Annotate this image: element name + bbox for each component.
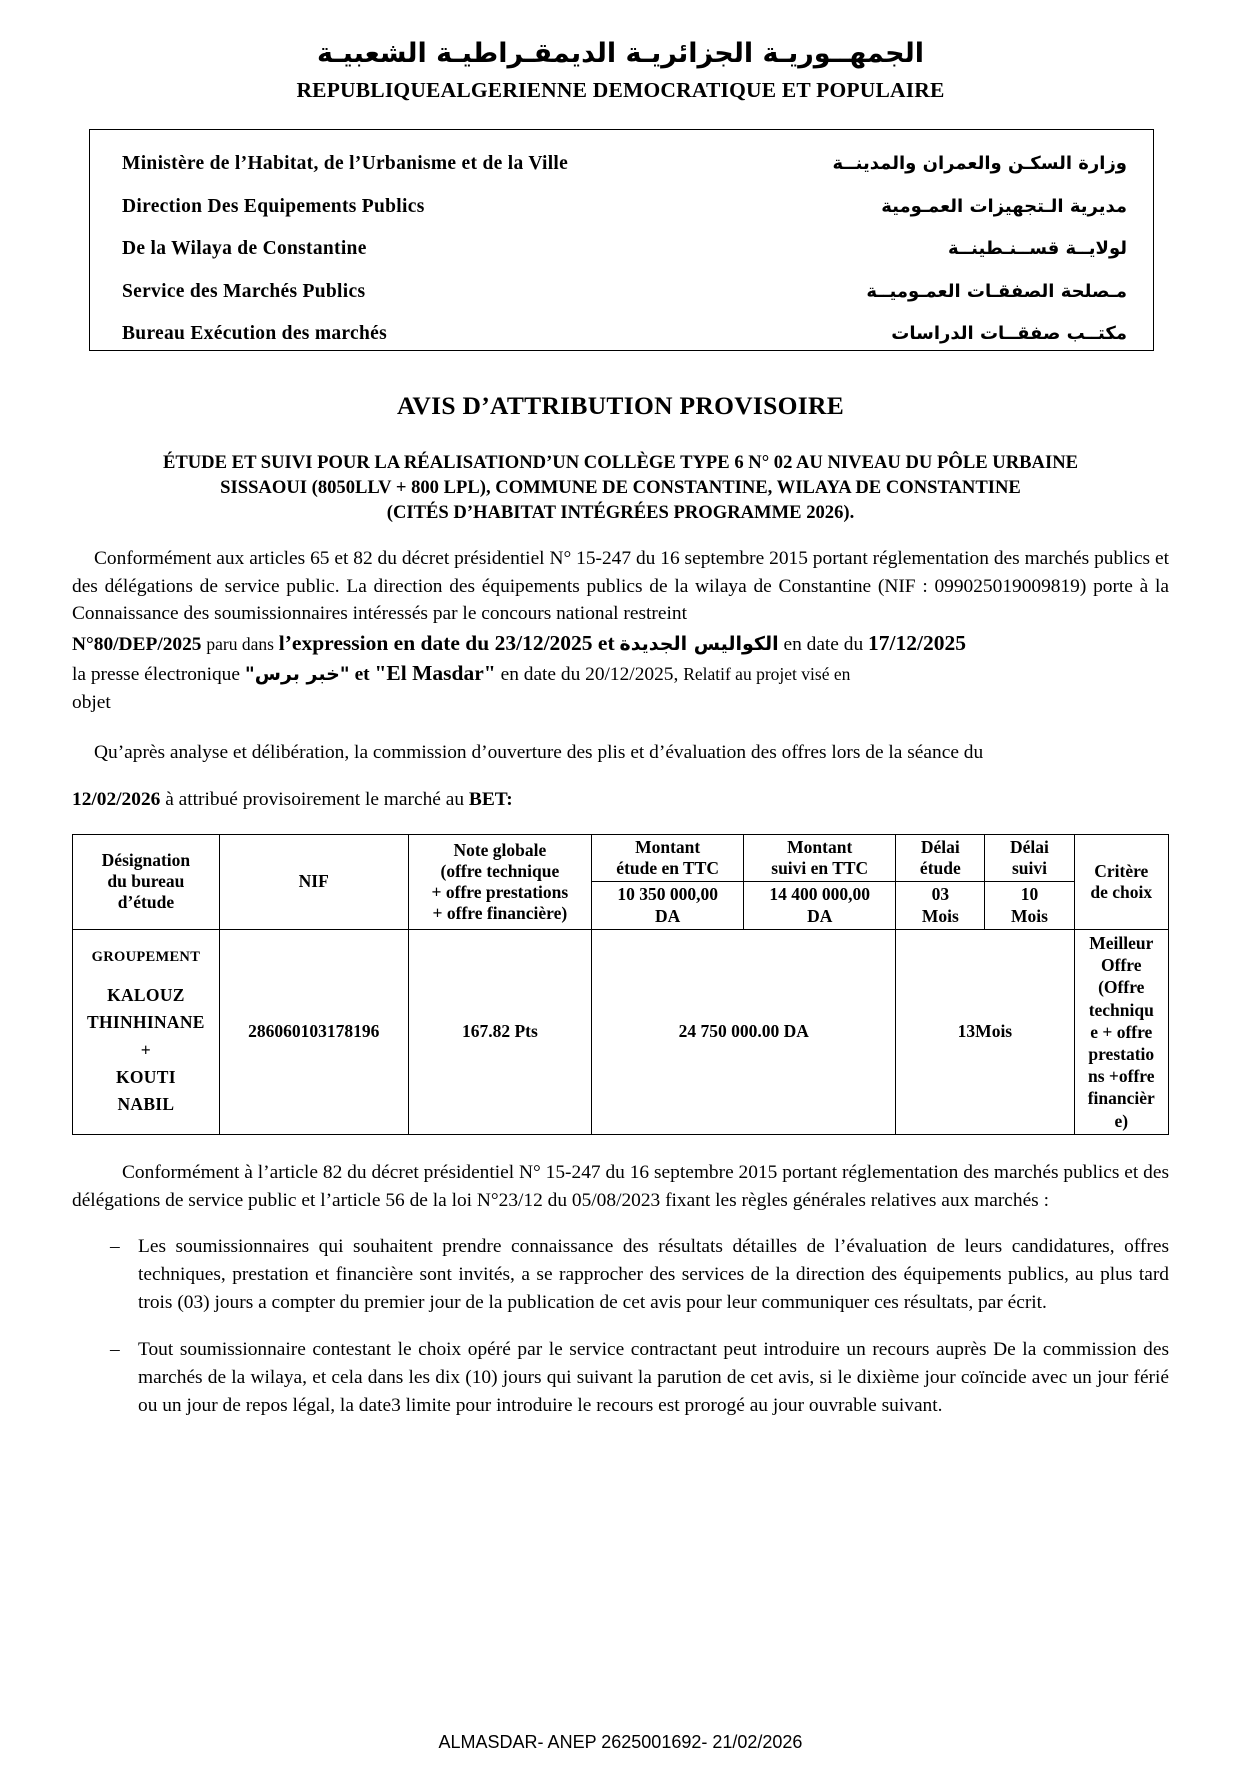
header-delai-etude-line: étude bbox=[919, 857, 961, 878]
header-delai-etude bbox=[896, 834, 985, 882]
header-designation-line: d’étude bbox=[117, 892, 175, 913]
estimate-montant-etude-value: 10 350 000,00 bbox=[617, 884, 718, 905]
et-label: et bbox=[354, 664, 370, 686]
paru-dans-label: paru dans bbox=[206, 633, 274, 654]
estimate-montant-suivi bbox=[744, 882, 896, 930]
header-note-line: + offre prestations bbox=[431, 881, 569, 902]
critere-line: prestatio bbox=[1088, 1044, 1155, 1065]
estimate-delai-etude-unit: Mois bbox=[921, 905, 959, 926]
header-note-globale bbox=[408, 834, 592, 929]
estimate-delai-etude bbox=[896, 882, 985, 930]
table-row bbox=[73, 929, 1169, 1134]
header-critere-choix bbox=[1074, 834, 1168, 929]
critere-line: (Offre bbox=[1098, 977, 1145, 998]
ministry-label-ar: مديرية الـتجهيزات العمـومية bbox=[881, 195, 1127, 217]
tender-number: N°80/DEP/2025 bbox=[72, 633, 202, 655]
closing-paragraph: Conformément à l’article 82 du décret présidentiel N° 15-247 du 16 septembre 2015 portant réglementation des marchés publics et des délégations de service public et l’article 56 de la loi N°23/12 du 05/08/2023 fixant les règles générales relatives aux marchés : bbox=[72, 1161, 1169, 1212]
header-montant-etude bbox=[592, 834, 744, 882]
ministry-label-ar: لولايــة قســنـطينــة bbox=[947, 238, 1127, 260]
critere-line: Meilleur bbox=[1089, 932, 1154, 953]
en-date-du-label: en date du bbox=[783, 633, 864, 655]
ministry-label-fr: Bureau Exécution des marchés bbox=[122, 323, 387, 345]
estimate-delai-suivi-value: 10 bbox=[1020, 884, 1039, 905]
group-name-line: NABIL bbox=[117, 1093, 175, 1114]
cell-montant-total: 24 750 000.00 DA bbox=[592, 929, 896, 1134]
ministry-row bbox=[122, 153, 1127, 175]
en-date-du-label-2: en date du bbox=[500, 664, 581, 686]
header-montant-etude-line: Montant bbox=[635, 836, 701, 857]
critere-line: ns +offre bbox=[1088, 1066, 1155, 1087]
header-delai-suivi-line: Délai bbox=[1010, 836, 1049, 857]
presse-name-ar: "خبر برس" bbox=[244, 663, 350, 686]
commission-text: Qu’après analyse et délibération, la commission d’ouverture des plis et d’évaluation des offres lors de la séance du bbox=[94, 741, 984, 763]
header-note-line: (offre technique bbox=[440, 860, 560, 881]
closing-bullet-list bbox=[72, 1233, 1169, 1420]
critere-line: financièr bbox=[1087, 1088, 1155, 1109]
publication-date-2: 20/12/2025, bbox=[585, 664, 679, 686]
critere-line: e + offre bbox=[1090, 1021, 1153, 1042]
cell-delai-total: 13Mois bbox=[896, 929, 1074, 1134]
header-montant-suivi-line: Montant bbox=[787, 836, 853, 857]
document-page bbox=[0, 36, 1241, 1791]
presse-name-2: "El Masdar" bbox=[374, 661, 496, 686]
ministry-row bbox=[122, 196, 1127, 218]
group-name-line: THINHINANE bbox=[87, 1012, 205, 1033]
table-header-row bbox=[73, 834, 1169, 882]
ministry-label-ar: مكتــب صفقــات الدراسات bbox=[891, 323, 1127, 345]
intro-text: Conformément aux articles 65 et 82 du décret présidentiel N° 15-247 du 16 septembre 2015 portant réglementation des marchés publics et des délégations de service public. La direction des équipements publics de la wilaya de Constantine (NIF : 099025019009819) porte à la Connaissance des soumissionnaires intéressés par le concours national restreint bbox=[72, 548, 1169, 625]
ministry-label-fr: Service des Marchés Publics bbox=[122, 280, 366, 302]
estimate-montant-suivi-value: 14 400 000,00 bbox=[769, 884, 871, 905]
list-item: – Les soumissionnaires qui souhaitent prendre connaissance des résultats détailles de l’évaluation de leurs candidatures, offres techniques, prestation et financière sont invités, a se rapprocher des services de la direction des équipements publics, au plus tard trois (03) jours a compter du premier jour de la publication de cet avis pour leur communiquer ces résultats, par écrit. bbox=[72, 1233, 1169, 1317]
cell-designation bbox=[73, 929, 220, 1134]
critere-line: techniqu bbox=[1088, 999, 1154, 1020]
newspaper-name-fr: l’expression en date du 23/12/2025 et bbox=[278, 630, 615, 655]
header-delai-etude-line: Délai bbox=[920, 836, 960, 857]
header-montant-suivi-line: suivi en TTC bbox=[771, 857, 869, 878]
project-description-line: ÉTUDE ET SUIVI POUR LA RÉALISATIOND’UN COLLÈGE TYPE 6 N° 02 AU NIVEAU DU PÔLE URBAINE bbox=[162, 452, 1079, 474]
ministry-label-fr: Ministère de l’Habitat, de l’Urbanisme et de la Ville bbox=[122, 153, 569, 175]
cell-note-globale: 167.82 Pts bbox=[408, 929, 592, 1134]
critere-line: e) bbox=[1114, 1110, 1129, 1131]
bet-label: BET: bbox=[468, 789, 513, 811]
commission-paragraph bbox=[72, 739, 1169, 815]
estimate-delai-suivi bbox=[985, 882, 1074, 930]
header-designation-line: du bureau bbox=[107, 871, 185, 892]
header-designation bbox=[73, 834, 220, 929]
header-designation-line: Désignation bbox=[101, 850, 191, 871]
estimate-montant-suivi-currency: DA bbox=[807, 905, 833, 926]
ministry-row bbox=[122, 281, 1127, 303]
project-description bbox=[72, 451, 1169, 525]
ministry-header-box bbox=[89, 129, 1154, 351]
group-name-line: KOUTI bbox=[115, 1066, 176, 1087]
arabic-republic-title: الجمهــوريـة الجزائريـة الديمقـراطيـة الشعبيـة bbox=[317, 38, 924, 69]
tender-reference-line bbox=[72, 628, 1169, 659]
project-description-line: SISSAOUI (8050LLV + 800 LPL), COMMUNE DE CONSTANTINE, WILAYA DE CONSTANTINE bbox=[220, 476, 1021, 498]
estimate-delai-etude-value: 03 bbox=[931, 884, 950, 905]
commission-date: 12/02/2026 bbox=[72, 789, 161, 811]
ministry-row bbox=[122, 238, 1127, 260]
closing-section bbox=[72, 1159, 1169, 1420]
ministry-row bbox=[122, 323, 1127, 345]
ministry-label-ar: مـصلحة الصفقـات العمـوميــة bbox=[866, 280, 1127, 302]
group-name-line: + bbox=[140, 1039, 152, 1060]
relatif-label: Relatif au projet visé en bbox=[683, 664, 851, 685]
group-name-line: KALOUZ bbox=[107, 985, 185, 1006]
estimate-montant-etude-currency: DA bbox=[655, 905, 681, 926]
ministry-label-ar: وزارة السكـن والعمران والمدينــة bbox=[832, 153, 1127, 175]
cell-critere-choix bbox=[1074, 929, 1168, 1134]
cell-nif: 286060103178196 bbox=[219, 929, 408, 1134]
electronic-press-line bbox=[72, 658, 1169, 689]
newspaper-name-ar: الكواليس الجديدة bbox=[619, 632, 779, 655]
ministry-label-fr: Direction Des Equipements Publics bbox=[122, 195, 425, 217]
estimate-montant-etude bbox=[592, 882, 744, 930]
header-montant-suivi bbox=[744, 834, 896, 882]
intro-paragraph bbox=[72, 545, 1169, 716]
header-nif: NIF bbox=[219, 834, 408, 929]
commission-attribution-text: à attribué provisoirement le marché au bbox=[165, 789, 465, 811]
header-note-line: + offre financière) bbox=[432, 902, 568, 923]
publication-date-1: 17/12/2025 bbox=[868, 630, 966, 655]
objet-label: objet bbox=[72, 691, 111, 713]
header-delai-suivi-line: suivi bbox=[1011, 857, 1047, 878]
project-description-line: (CITÉS D’HABITAT INTÉGRÉES PROGRAMME 2026). bbox=[386, 501, 855, 523]
header-critere-line: de choix bbox=[1090, 881, 1153, 902]
critere-line: Offre bbox=[1101, 955, 1142, 976]
header-delai-suivi bbox=[985, 834, 1074, 882]
award-table bbox=[72, 834, 1169, 1135]
header-montant-etude-line: étude en TTC bbox=[616, 857, 720, 878]
french-republic-title: REPUBLIQUEALGERIENNE DEMOCRATIQUE ET POPULAIRE bbox=[296, 78, 945, 103]
page-title: AVIS D’ATTRIBUTION PROVISOIRE bbox=[396, 391, 845, 421]
estimate-delai-suivi-unit: Mois bbox=[1011, 905, 1048, 926]
header-critere-line: Critère bbox=[1094, 860, 1149, 881]
presse-electronique-label: la presse électronique bbox=[72, 664, 240, 686]
commission-date-line bbox=[72, 786, 1169, 814]
group-name-line: GROUPEMENT bbox=[91, 948, 201, 965]
header-note-line: Note globale bbox=[453, 839, 547, 860]
footer-reference: ALMASDAR- ANEP 2625001692- 21/02/2026 bbox=[438, 1732, 803, 1752]
ministry-label-fr: De la Wilaya de Constantine bbox=[122, 238, 367, 260]
list-item: – Tout soumissionnaire contestant le choix opéré par le service contractant peut introduire un recours auprès De la commission des marchés de la wilaya, et cela dans les dix (10) jours qui suivant la parution de cet avis, si le dixième jour coïncide avec un jour férié ou un jour de repos légal, la date3 limite pour introduire le recours est prorogé au jour ouvrable suivant. bbox=[72, 1336, 1169, 1420]
